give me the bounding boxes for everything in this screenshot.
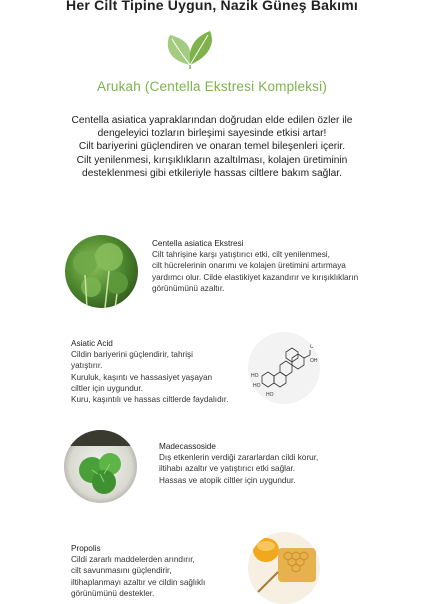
ingredient-line: yatıştırır. xyxy=(71,361,103,371)
ingredient-block xyxy=(152,238,358,294)
intro-line: dengeleyici tozların birleşimi sayesinde etkisi artar! xyxy=(97,128,327,140)
intro-line: Cilt yenilenmesi, kırışıklıkların azaltılması, kolajen üretiminin xyxy=(76,154,348,166)
ingredient-line: yardımcı olur. Cilde elastikiyet kazandırır ve kırışıklıkların xyxy=(152,272,359,282)
ingredient-line: cilt savunmasını güçlendirir, xyxy=(71,566,172,576)
ingredient-line: görünümünü destekler. xyxy=(71,588,155,598)
ingredient-line: Cildin bariyerini güçlendirir, tahrişi xyxy=(71,350,193,360)
molecule-label: HO xyxy=(251,373,259,379)
ingredient-title: Propolis xyxy=(71,544,101,553)
leaf-icon xyxy=(164,29,216,69)
ingredient-title: Asiatic Acid xyxy=(71,339,113,348)
intro-line: Centella asiatica yapraklarından doğrudan elde edilen özler ile xyxy=(71,115,353,126)
ingredient-title: Madecassoside xyxy=(159,442,216,451)
ingredient-block xyxy=(71,543,205,599)
brand-name: Arukah (Centella Ekstresi Kompleksi) xyxy=(96,79,328,94)
molecule-diagram xyxy=(248,332,320,404)
ingredient-line: iltihabı azaltır ve yatıştırıcı etki sağlar. xyxy=(159,464,296,474)
ingredient-line: Hassas ve atopik ciltler için uygundur. xyxy=(159,475,296,485)
ingredient-line: Cilt tahrişine karşı yatıştırıcı etki, cilt yenilenmesi, xyxy=(152,250,330,260)
centella-plant-photo xyxy=(65,235,138,308)
intro-line: desteklenmesi gibi etkileriyle hassas ciltlere bakım sağlar. xyxy=(82,167,342,179)
ingredient-block xyxy=(159,441,318,486)
ingredient-line: cilt hücrelerinin onarımı ve kolajen üretimini artırmaya xyxy=(152,261,346,271)
ingredient-block xyxy=(71,338,228,405)
ingredient-line: iltihaplanmayı azaltır ve cildin sağlıklı xyxy=(71,577,206,587)
page-title: Her Cilt Tipine Uygun, Nazik Güneş Bakımı xyxy=(66,0,358,13)
intro-text xyxy=(20,114,404,180)
molecule-label: O xyxy=(310,344,314,350)
ingredient-title: Centella asiatica Ekstresi xyxy=(152,239,244,248)
ingredient-line: Cildi zararlı maddelerden arındırır, xyxy=(71,555,195,565)
honey-propolis-photo xyxy=(248,532,320,604)
ingredient-line: ciltler için uygundur. xyxy=(71,383,143,393)
molecule-label: HO xyxy=(266,392,274,398)
ingredient-line: Kuruluk, kaşıntı ve hassasiyet yaşayan xyxy=(71,372,213,382)
ingredient-line: Kuru, kaşıntılı ve hassas ciltlerde faydalıdır. xyxy=(71,395,229,405)
centella-leaves-photo xyxy=(64,430,137,503)
ingredient-line: Dış etkenlerin verdiği zararlardan cildi korur, xyxy=(159,453,319,463)
molecule-label: HO xyxy=(253,383,261,389)
ingredient-line: görünümünü azaltır. xyxy=(152,283,225,293)
molecule-label: OH xyxy=(310,358,318,364)
intro-line: Cilt bariyerini güçlendiren ve onaran temel bileşenleri içerir. xyxy=(78,141,346,153)
